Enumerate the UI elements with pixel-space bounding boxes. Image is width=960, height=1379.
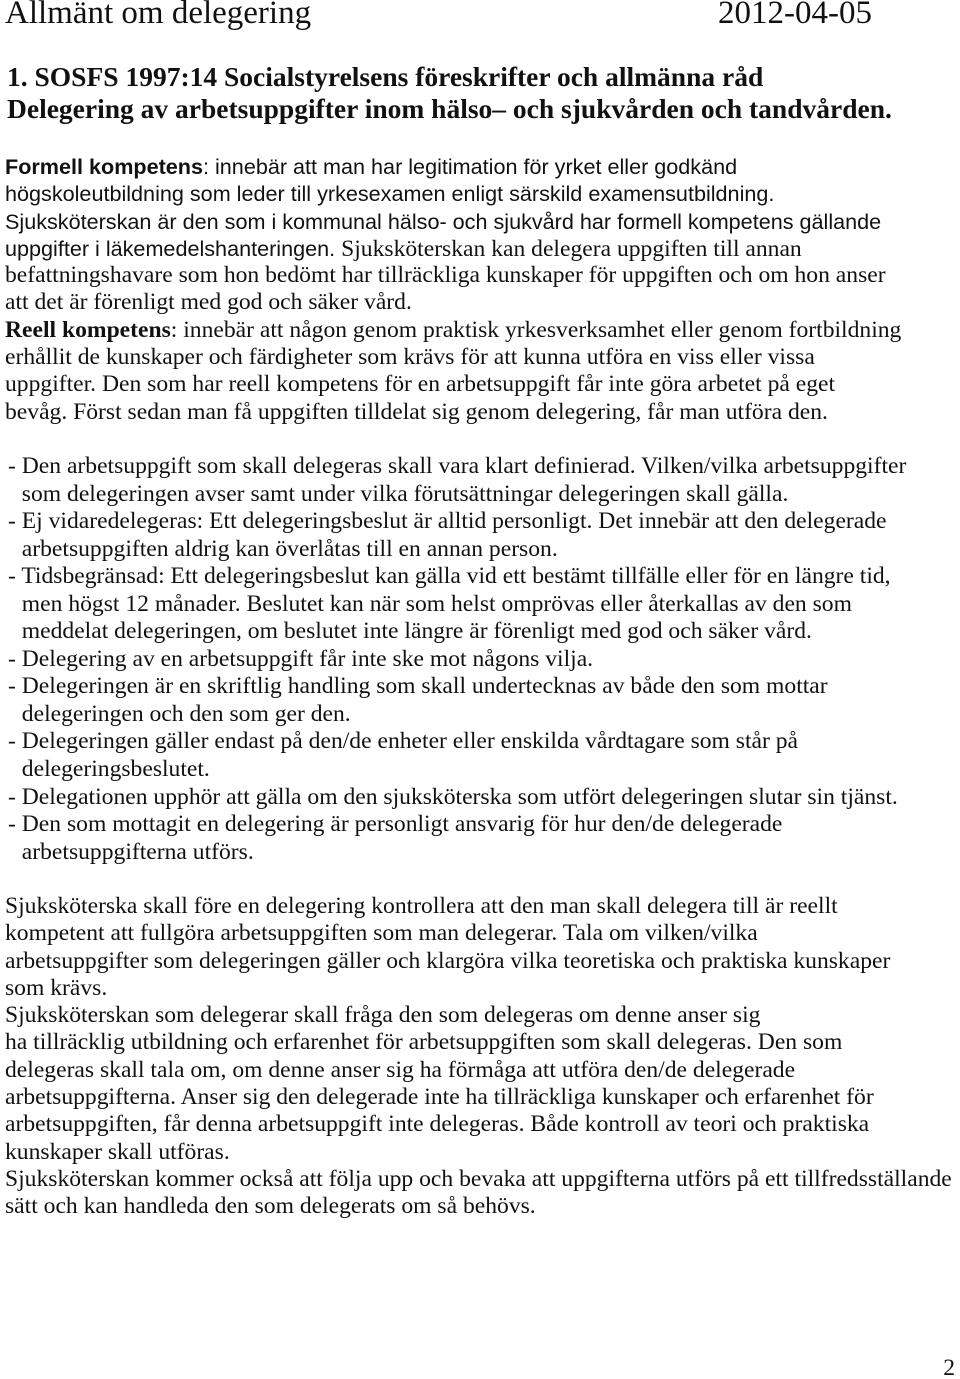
formal-competence-line (5, 208, 901, 235)
formal-competence-line (5, 153, 901, 180)
list-item (8, 508, 906, 563)
page-number: 2 (943, 1355, 955, 1379)
list-item-line: delegeringsbeslutet. (21, 756, 210, 783)
list-item-line: - Den som mottagit en delegering är personligt ansvarig för hur den/de delegerade (8, 811, 783, 838)
competence-definitions (5, 153, 901, 426)
formal-competence-text: högskoleutbildning som leder till yrkesexamen enligt särskild examensutbildning. (5, 181, 775, 207)
formal-competence-text: : innebär att man har legitimation för yrket eller godkänd (203, 154, 738, 179)
list-item-line: - Delegeringen är en skriftlig handling som skall undertecknas av både den som mottar (8, 673, 828, 700)
section-heading-line: Delegering av arbetsuppgifter inom hälso– och sjukvården och tandvården. (7, 93, 892, 124)
paragraph-line: arbetsuppgifterna. Anser sig den delegerade inte ha tillräckliga kunskaper och erfarenhet för (5, 1084, 874, 1111)
document-date: 2012-04-05 (718, 0, 872, 31)
paragraph-line: delegeras skall tala om, om denne anser sig ha förmåga att utföra den/de delegerade (5, 1056, 796, 1083)
real-competence-line: erhållit de kunskaper och färdigheter som krävs för att kunna utföra en viss eller vissa (5, 344, 815, 371)
list-item-line: men högst 12 månader. Beslutet kan när som helst omprövas eller återkallas av den som (21, 590, 852, 617)
paragraph (5, 1002, 952, 1166)
list-item (8, 563, 906, 646)
paragraph-line: arbetsuppgifter som delegeringen gäller och klargöra vilka teoretiska och praktiska kunskaper (5, 947, 891, 974)
list-item-line: arbetsuppgiften aldrig kan överlåtas till en annan person. (21, 535, 558, 562)
formal-competence-term: Formell kompetens (5, 154, 203, 179)
section-heading-line: 1. SOSFS 1997:14 Socialstyrelsens föreskrifter och allmänna råd (7, 61, 764, 92)
list-item-line: som delegeringen avser samt under vilka förutsättningar delegeringen skall gälla. (21, 480, 789, 507)
list-item (8, 453, 906, 508)
paragraph-line: ha tillräcklig utbildning och erfarenhet för arbetsuppgiften som skall delegeras. Den som (5, 1029, 843, 1056)
closing-section (5, 893, 952, 1221)
list-item-line: - Ej vidaredelegeras: Ett delegeringsbeslut är alltid personligt. Det innebär att den delegerade (8, 508, 887, 535)
real-competence-text: : innebär att någon genom praktisk yrkesverksamhet eller genom fortbildning (170, 316, 902, 343)
paragraph-line: kompetent att fullgöra arbetsuppgiften som man delegerar. Tala om vilken/vilka (5, 920, 758, 947)
paragraph-line: Sjuksköterskan kommer också att följa upp och bevaka att uppgifterna utförs på ett tillfredsställande (5, 1165, 952, 1192)
real-competence-term: Reell kompetens (5, 316, 171, 343)
delegation-line: befattningshavare som hon bedömt har tillräckliga kunskaper för uppgiften och om hon anser (5, 262, 886, 289)
list-item-line: - Tidsbegränsad: Ett delegeringsbeslut kan gälla vid ett bestämt tillfälle eller för en längre tid, (8, 563, 891, 590)
list-item-line: delegeringen och den som ger den. (21, 700, 351, 727)
list-item (8, 728, 906, 783)
real-competence-line (5, 317, 901, 344)
list-item-line: arbetsuppgifterna utförs. (21, 838, 254, 865)
paragraph-line: arbetsuppgiften, får denna arbetsuppgift inte delegeras. Både kontroll av teori och praktiska (5, 1111, 870, 1138)
formal-competence-text: uppgifter i läkemedelshanteringen. (5, 235, 342, 261)
paragraph-line: som krävs. (5, 974, 108, 1001)
list-item-line: - Delegationen upphör att gälla om den sjuksköterska som utfört delegeringen slutar sin tjänst. (8, 783, 898, 810)
real-competence-line: uppgifter. Den som har reell kompetens för en arbetsuppgift får inte göra arbetet på eget (5, 371, 836, 398)
paragraph (5, 893, 952, 1002)
list-item (8, 811, 906, 866)
paragraph-line: Sjuksköterskan som delegerar skall fråga den som delegeras om denne anser sig (5, 1002, 761, 1029)
formal-competence-line (5, 180, 901, 207)
delegation-rules-list (8, 453, 906, 866)
list-item (8, 673, 906, 728)
list-item (8, 646, 906, 674)
delegation-text: Sjuksköterskan kan delegera uppgiften till annan (341, 235, 802, 262)
paragraph (5, 1166, 952, 1221)
list-item-line: - Delegering av en arbetsuppgift får inte ske mot någons vilja. (8, 645, 594, 672)
real-competence-line: bevåg. Först sedan man få uppgiften tilldelat sig genom delegering, får man utföra den. (5, 398, 828, 425)
formal-competence-text: Sjuksköterskan är den som i kommunal hälso- och sjukvård har formell kompetens gällande (5, 208, 882, 234)
list-item-line: - Den arbetsuppgift som skall delegeras skall vara klart definierad. Vilken/vilka arbetsuppgifter (8, 453, 907, 479)
delegation-line: att det är förenligt med god och säker vård. (5, 289, 412, 316)
paragraph-line: Sjuksköterska skall före en delegering kontrollera att den man skall delegera till är reellt (5, 893, 838, 919)
document-title: Allmänt om delegering (5, 0, 312, 31)
section-heading (7, 61, 892, 125)
list-item (8, 784, 906, 812)
list-item-line: - Delegeringen gäller endast på den/de enheter eller enskilda vårdtagare som står på (8, 728, 799, 755)
list-item-line: meddelat delegeringen, om beslutet inte längre är förenligt med god och säker vård. (21, 618, 812, 645)
formal-competence-line (5, 235, 901, 262)
paragraph-line: kunskaper skall utföras. (5, 1138, 230, 1165)
paragraph-line: sätt och kan handleda den som delegerats om så behövs. (5, 1193, 536, 1220)
